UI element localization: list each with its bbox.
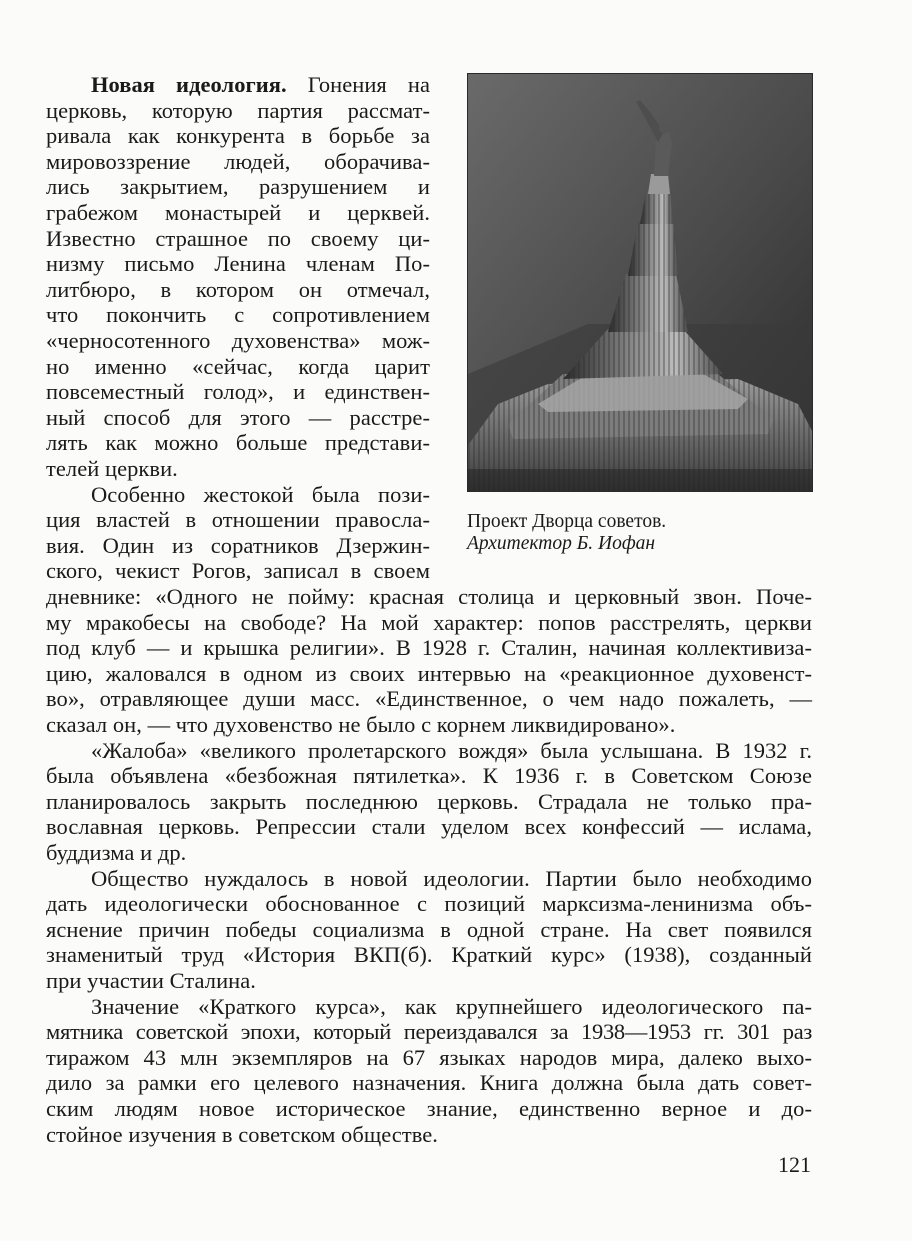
paragraph-line: была объявлена «безбожная пятилетка». К 1936 г. в Советском Союзе [46, 763, 812, 789]
paragraph-line: мятника советской эпохи, который переиздавался за 1938—1953 гг. 301 раз [46, 1019, 812, 1045]
paragraph-line: Особенно жестокой была пози- [91, 481, 430, 507]
section-heading: Новая идеология. [91, 72, 287, 97]
paragraph-line: Общество нуждалось в новой идеологии. Партии было необходимо [91, 865, 812, 891]
paragraph-line: «черносотенного духовенства» мож- [46, 328, 430, 353]
paragraph-line: вославная церковь. Репрессии стали уделом всех конфессий — ислама, [46, 814, 812, 840]
paragraph-line: тиражом 43 млн экземпляров на 67 языках народов мира, далеко выхо- [46, 1044, 812, 1070]
palace-of-soviets-photo [467, 73, 813, 492]
paragraph-line: повсеместный голод», и единствен- [46, 379, 430, 405]
paragraph-line: лись закрытием, разрушением и [46, 174, 430, 200]
paragraph-line: вия. Один из соратников Дзержин- [46, 532, 430, 558]
paragraph-line: яснение причин победы социализма в одной стране. На свет появился [46, 916, 812, 942]
paragraph-line: литбюро, в котором он отмечал, [46, 276, 430, 302]
page-number: 121 [778, 1152, 811, 1177]
paragraph-line: ция властей в отношении правосла- [46, 507, 430, 533]
paragraph-line: буддизма и др. [46, 840, 187, 865]
figure-caption-author: Архитектор Б. Иофан [467, 533, 656, 554]
paragraph-line: церковь, которую партия рассмат- [46, 97, 430, 123]
paragraph-line: сказал он, — что духовенство не было с корнем ликвидировано». [46, 712, 676, 737]
paragraph-line: Значение «Краткого курса», как крупнейшего идеологического па- [91, 993, 812, 1019]
paragraph-line: дать идеологически обоснованное с позиций марксизма-ленинизма объ- [46, 891, 812, 917]
paragraph-line: ским людям новое историческое знание, единственно верное и до- [46, 1096, 812, 1121]
paragraph-line: во», отравляющее души масс. «Единственное, о чем надо пожалеть, — [46, 686, 812, 712]
paragraph-line: Известно страшное по своему ци- [46, 225, 430, 251]
paragraph-line: «Жалоба» «великого пролетарского вождя» была услышана. В 1932 г. [91, 737, 812, 763]
paragraph-line: знаменитый труд «История ВКП(б). Краткий курс» (1938), созданный [46, 942, 812, 968]
paragraph-line: низму письмо Ленина членам По- [46, 251, 430, 277]
paragraph-line: лять как можно больше представи- [46, 430, 430, 456]
paragraph-line: телей церкви. [46, 456, 178, 481]
paragraph-line: дило за рамки его целевого назначения. Книга должна была дать совет- [46, 1070, 812, 1096]
figure-caption-title: Проект Дворца советов. [467, 511, 667, 532]
paragraph-line: му мракобесы на свободе? На мой характер: попов расстрелять, церкви [46, 609, 812, 635]
paragraph-line: но именно «сейчас, когда царит [46, 353, 430, 379]
tower-model-illustration [468, 74, 813, 492]
paragraph-line: цию, жаловался в одном из своих интервью на «реакционное духовенст- [46, 660, 812, 686]
paragraph-line: ный способ для этого — расстре- [46, 404, 430, 430]
paragraph-line: ского, чекист Рогов, записал в своем [46, 558, 430, 584]
paragraph-line: грабежом монастырей и церквей. [46, 200, 430, 225]
paragraph-line: Новая идеология. Гонения на [91, 72, 430, 97]
paragraph-line: мировоззрение людей, оборачива- [46, 148, 430, 174]
paragraph-line: дневнике: «Одного не пойму: красная столица и церковный звон. Поче- [46, 584, 812, 609]
paragraph-line: ривала как конкурента в борьбе за [46, 123, 430, 149]
paragraph-line: стойное изучения в советском обществе. [46, 1121, 438, 1147]
paragraph-line: что покончить с сопротивлением [46, 302, 430, 328]
paragraph-line: под клуб — и крышка религии». В 1928 г. Сталин, начиная коллективиза- [46, 635, 812, 661]
paragraph-line: планировалось закрыть последнюю церковь. Страдала не только пра- [46, 788, 812, 814]
paragraph-line: при участии Сталина. [46, 968, 256, 993]
